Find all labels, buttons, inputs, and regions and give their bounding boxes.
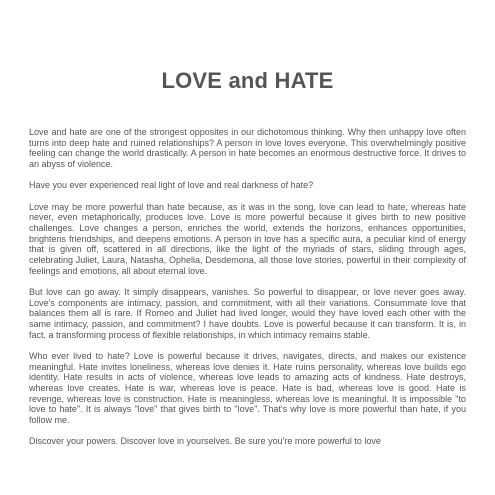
paragraph-6: Discover your powers. Discover love in yourselves. Be sure you're more powerful to love: [29, 436, 381, 447]
document-title: LOVE and HATE: [161, 68, 334, 93]
document-body: [29, 127, 466, 458]
paragraph-3: Love may be more powerful than hate because, as it was in the song, love can lead to hate, whereas hate never, even metaphorically, produces love. Love is more powerful because it gives birth to new positive challenges. Love changes a person, enriches the world, extends the horizons, enhances opportunities, brightens friendships, and deepens emotions. A person in love has a specific aura, a peculiar kind of energy that is given off, scattered in all directions, like the light of the myriads of stars, sliding through ages, celebrating Juliet, Laura, Natasha, Ophelia, Desdemona, all those love stories, powerful in their complexity of feelings and emotions, all about eternal love.: [29, 201, 466, 276]
paragraph-5: Who ever lived to hate? Love is powerful because it drives, navigates, directs, and makes our existence meaningful. Hate invites loneliness, whereas love denies it. Hate ruins personality, whereas love builds ego identity. Hate results in acts of violence, whereas love leads to amazing acts of kindness. Hate destroys, whereas love creates. Hate is war, whereas love is peace. Hate is bad, whereas love is good. Hate is revenge, whereas love is construction. Hate is meaningless, whereas love is meaningful. It is impossible "to love to hate". It is always "love" that gives birth to "love". That's why love is more powerful than hate, if you follow me.: [29, 350, 466, 426]
paragraph-1: Love and hate are one of the strongest opposites in our dichotomous thinking. Why then unhappy love often turns into deep hate and ruined relationships? A person in love loves everyone. This overwhelmingly positive feeling can change the world drastically. A person in hate becomes an enormous destructive force. It drives to an abyss of violence.: [29, 127, 466, 170]
paragraph-4: But love can go away. It simply disappears, vanishes. So powerful to disappear, or love never goes away. Love's components are intimacy, passion, and commitment, with all their variations. Consummate love that balances them all is rare. If Romeo and Juliet had lived longer, would they have loved each other with the same intimacy, passion, and commitment? I have doubts. Love is powerful because it can transform. It is, in fact, a transforming process of flexible relationships, in which intimacy remains stable.: [29, 286, 466, 340]
paragraph-2: Have you ever experienced real light of love and real darkness of hate?: [29, 180, 314, 191]
